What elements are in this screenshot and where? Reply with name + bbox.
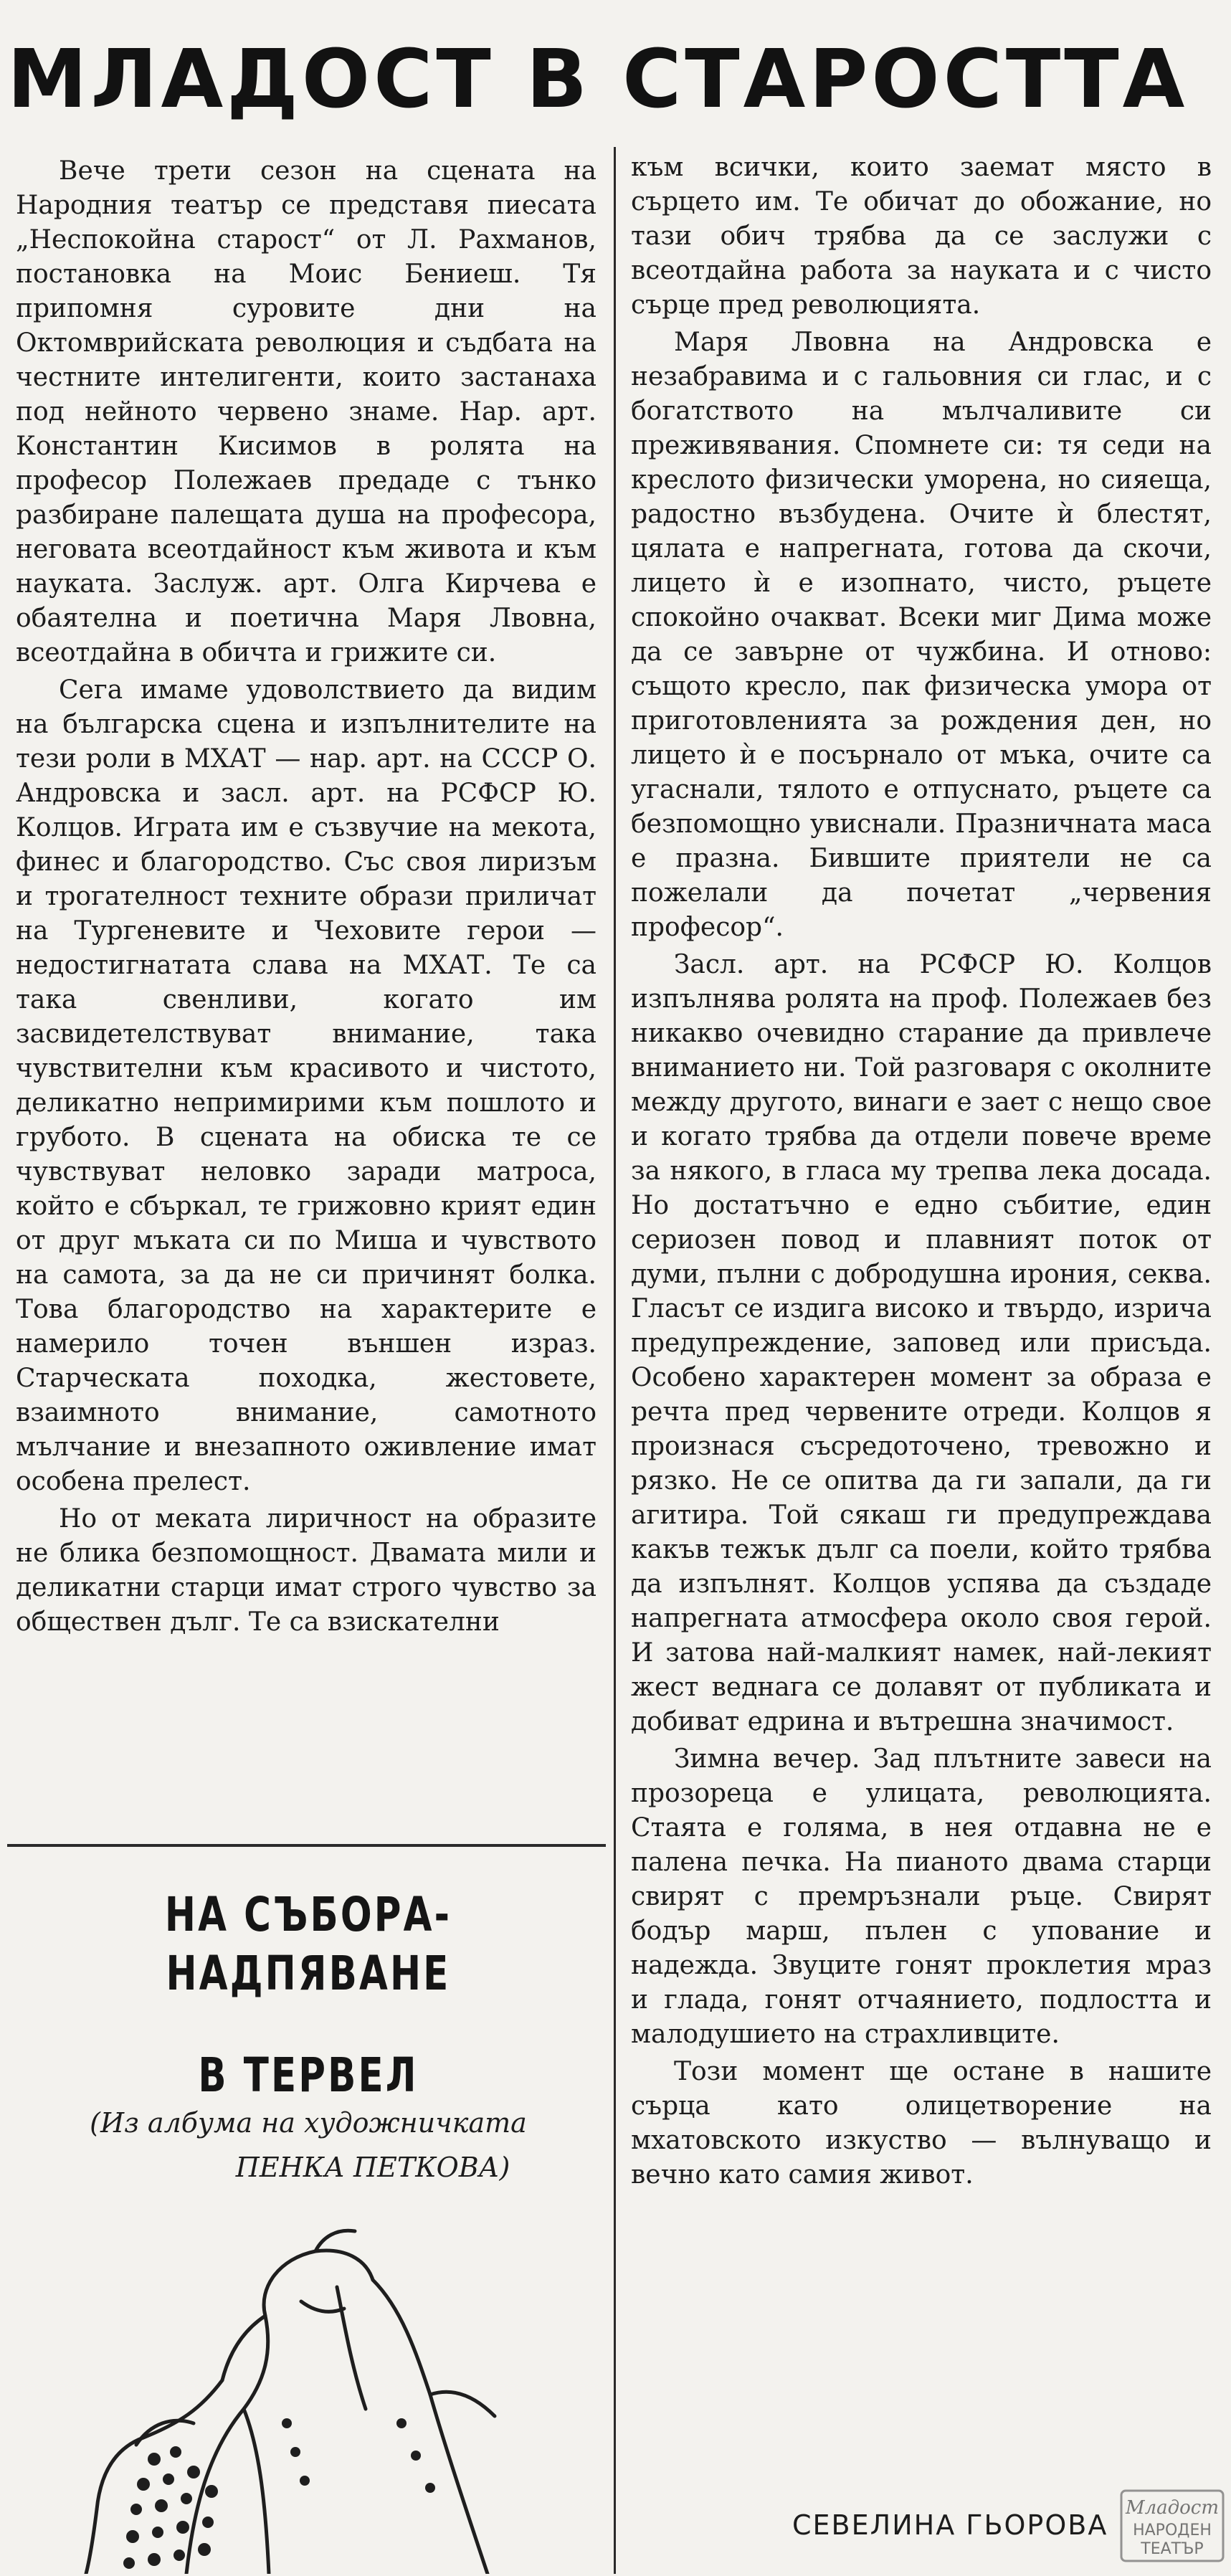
- article-paragraph: Този момент ще остане в нашите сърца като олицетворение на мхатовското изкуство — вълнуващо и вечно като самия живот.: [631, 2057, 1212, 2190]
- illustration-stroke: [244, 2409, 269, 2574]
- illustration-dot: [187, 2466, 200, 2478]
- illustration-dot: [290, 2447, 300, 2457]
- illustration-dot: [282, 2418, 292, 2428]
- illustration-stroke: [430, 2392, 495, 2416]
- article-paragraph: Сега имаме удоволствието да видим на българска сцена и изпълнителите на тези роли в МХАТ — нар. арт. на СССР О. Андровска и засл. арт. на РСФСР Ю. Колцов. Играта им е съзвучие на мекота, финес и благородство. Със своя лиризъм и трогателност техните образи приличат на Тургеневите и Чеховите герои — недостигнатата слава на МХАТ. Те са така свенливи, когато им засвидетелствуват внимание, така чувствителни към красивото и чистото, деликатно непримирими към пошлото и грубото. В сцената на обиска те се чувствуват неловко заради матроса, който е сбъркал, те грижовно крият един от друг мъката си по Миша и чувството на самота, за да не си причинят болка. Това благородство на характерите е намерило точен външен израз. Старческата походка, жестовете, взаимното внимание, самотното мълчание и внезапното оживление имат особена прелест.: [16, 675, 597, 1496]
- article-headline: МЛАДОСТ В СТАРОСТТА: [7, 33, 1189, 126]
- box-title-line: НА СЪБОРА-НАДПЯВАНЕ: [164, 1887, 452, 2001]
- illustration-stroke: [301, 2301, 344, 2311]
- illustration-dot: [130, 2504, 142, 2515]
- illustration-dot: [170, 2446, 181, 2458]
- illustration-dot: [396, 2418, 407, 2428]
- illustration-dot: [198, 2543, 211, 2556]
- illustration-dot: [155, 2499, 168, 2512]
- illustration-stroke: [315, 2230, 355, 2251]
- box-title: [90, 1886, 526, 2105]
- stamp-label: ТЕАТЪР: [1141, 2540, 1204, 2558]
- box-subtitle-line: ПЕНКА ПЕТКОВА): [235, 2152, 510, 2183]
- illustration-dot: [176, 2521, 189, 2534]
- article-paragraph: Маря Лвовна на Андровска е незабравима и с гальовния си глас, и с богатството на мълчаливите си преживявания. Спомнете си: тя седи на креслото физически уморена, но сияеща, радостно възбудена. Очите ѝ блестят, цялата е напрегната, готова да скочи, лицето ѝ е изопнато, чисто, ръцете спокойно очакват. Всеки миг Дима може да се завърне от чужбина. И отново: същото кресло, пак физическа умора от приготовленията за рождения ден, но лицето ѝ е посърнало от мъка, очите са угаснали, тялото е отпуснато, ръцете са безпомощно увиснали. Празничната маса е празна. Бившите приятели не са пожелали да почетат „червения професор“.: [631, 328, 1212, 942]
- author-signature: СЕВЕЛИНА ГЬОРОВА: [792, 2509, 1108, 2541]
- illustration-dot: [425, 2483, 435, 2493]
- illustration-dot: [411, 2451, 421, 2461]
- article-column-right: [631, 151, 1212, 2430]
- article-paragraph: Но от меката лиричност на образите не блика безпомощност. Двамата мили и деликатни старци имат строго чувство за обществен дълг. Те са взискателни: [16, 1504, 597, 1637]
- illustration-dot: [148, 2453, 161, 2466]
- illustration-dot: [163, 2473, 174, 2485]
- illustration-stroke: [136, 2420, 194, 2445]
- column-divider: [614, 147, 616, 2574]
- illustration-dot: [148, 2553, 161, 2566]
- article-paragraph: Вече трети сезон на сцената на Народния театър се представя пиесата „Неспокойна старост“ от Л. Рахманов, постановка на Моис Бениеш. Тя припомня суровите дни на Октомврийската революция и съдбата на честните интелигенти, които застанаха под нейното червено знаме. Нар. арт. Константин Кисимов в ролята на професор Полежаев предаде с тънко разбиране палещата душа на професора, неговата всеотдайност към живота и към науката. Заслуж. арт. Олга Кирчева е обаятелна и поетична Маря Лвовна, всеотдайна в обичта и грижите си.: [16, 156, 597, 667]
- article-paragraph: към всички, които заемат място в сърцето им. Те обичат до обожание, но тази обич трябва да се заслужи с всеотдайна работа за науката и с чисто сърце пред революцията.: [631, 153, 1212, 320]
- illustration-stroke: [186, 2251, 373, 2574]
- stamp-label: НАРОДЕН: [1133, 2522, 1212, 2539]
- illustration-dot: [174, 2549, 185, 2561]
- illustration-stroke: [222, 2316, 265, 2380]
- illustration-stroke: [337, 2287, 366, 2409]
- stamp-script: Младост: [1125, 2497, 1220, 2519]
- illustration-dot: [152, 2527, 163, 2538]
- box-subtitle-line: (Из албума на художничката: [90, 2107, 527, 2139]
- illustration-stroke: [373, 2280, 488, 2574]
- box-subtitle: [29, 2101, 588, 2190]
- illustration-dot: [126, 2530, 139, 2543]
- illustration-dot: [202, 2516, 214, 2528]
- article-column-left: [16, 154, 597, 1832]
- box-top-rule: [7, 1844, 606, 1847]
- box-title-line: В ТЕРВЕЛ: [198, 2048, 419, 2103]
- archive-stamp: [1118, 2486, 1226, 2565]
- illustration-dot: [300, 2476, 310, 2486]
- illustration-drawing: [29, 2208, 531, 2574]
- illustration-dot: [123, 2557, 135, 2569]
- illustration-stroke: [86, 2509, 97, 2574]
- article-paragraph: Зимна вечер. Зад плътните завеси на прозореца е улицата, революцията. Стаята е голяма, в нея отдавна не е палена печка. На пианото двама старци свирят с премръзнали ръце. Свирят бодър марш, пълен с упование и надежда. Звуците гонят проклетия мраз и глада, гонят отчаянието, подлостта и малодушието на страхливците.: [631, 1744, 1212, 2049]
- illustration-dot: [205, 2485, 218, 2498]
- illustration-dot: [137, 2478, 150, 2491]
- article-paragraph: Засл. арт. на РСФСР Ю. Колцов изпълнява ролята на проф. Полежаев без никакво очевидно старание да привлече вниманието ни. Той разговаря с околните между другото, винаги е зает с нещо свое и когато трябва да отдели повече време за някого, в гласа му трепва лека досада. Но достатъчно е едно събитие, един сериозен повод и плавният поток от думи, пълни с добродушна ирония, секва. Гласът се издига високо и твърдо, изрича предупреждение, заповед или присъда. Особено характерен момент за образа е речта пред червените отреди. Колцов я произнася съсредоточено, тревожно и рязко. Не се опитва да ги запали, да ги агитира. Той сякаш ги предупреждава какъв тежък дълг са поели, който трябва да изпълнят. Колцов успява да създаде напрегната атмосфера около своя герой. И затова най-малкият намек, най-лекият жест веднага се долавят от публиката и добиват едрина и вътрешна значимост.: [631, 950, 1212, 1736]
- illustration-dot: [181, 2493, 192, 2504]
